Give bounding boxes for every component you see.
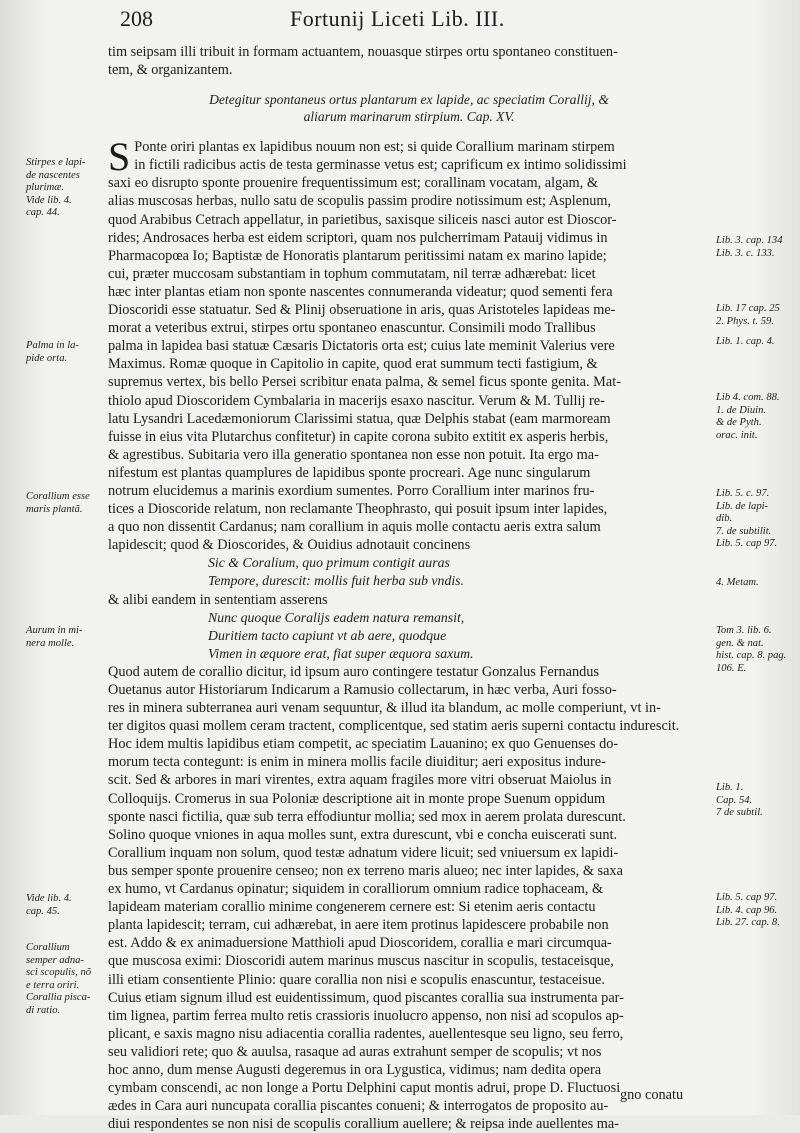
text-line: Nunc quoque Coralijs eadem natura remansit, [208, 609, 465, 625]
text-line: seu validiori rete; quo & auulsa, rasaque ad auras extrahunt semper de scopulis; vt nos [108, 1043, 602, 1060]
chapter-body [108, 134, 710, 554]
marginal-note-line: 7. de subtilit. [716, 525, 772, 537]
text-line: Ouetanus autor Historiarum Indicarum a Ramusio collectarum, in hæc verba, Auri fosso- [108, 682, 617, 698]
text-line: Sic & Coralium, quo primum contigit auras [208, 555, 450, 571]
text-line: morum tecta contegunt: is enim in minera mollis facile diuiditur; aeri expositus indure- [108, 754, 606, 771]
marginal-note [26, 491, 104, 516]
text-line: cui, præter muccosam substantiam in tophum commutatam, nil terræ adhærebat: licet [108, 265, 596, 282]
marginal-note-line: & de Pyth. [716, 417, 762, 429]
text-line: Corallium inquam non solum, quod testæ adnatum videre licuit; sed vniuersum ex lapidi- [108, 844, 619, 861]
text-line: est. Addo & ex animaduersione Matthioli apud Dioscoridem, corallia e mari circumqua- [108, 935, 612, 952]
marginal-note [716, 336, 796, 349]
marginal-note-line: de nascentes [26, 169, 80, 181]
page-number: 208 [120, 6, 153, 31]
running-title: Fortunij Liceti Lib. III. [290, 6, 505, 31]
marginal-note-line: Lib. de lapi- [716, 500, 769, 512]
marginal-note-line: sci scopulis, nõ [26, 967, 92, 979]
marginal-note-line: hist. cap. 8. pag. [716, 650, 787, 662]
text-line: saxi eo disrupto sponte prouenire frequentissimum est; corallinam vocatam, algam, & [108, 175, 598, 192]
text-line: & agrestibus. Subitaria vero illa generatio spontanea non esse non potuit. Ita ergo ma- [108, 446, 599, 463]
marginal-note-line: 1. de Diuin. [716, 404, 767, 416]
text-line: tem, & organizantem. [108, 62, 233, 79]
text-line: hoc anno, dum mense Augusti degeremus in ora Lygustica, vidimus; nam dedita opera [108, 1061, 602, 1078]
text-line: nifestum est plantas quamplures de lapidibus sponte procreari. Age nunc singularum [108, 464, 591, 481]
text-line: alias muscosas herbas, nullo satu de scopulis passim prodire notissimum est; Asplenum, [108, 193, 612, 210]
verse-quote [108, 554, 710, 590]
marginal-note-line: Vide lib. 4. [26, 194, 72, 206]
caption-line: Detegitur spontaneus ortus plantarum ex lapide, ac speciatim Corallij, & [209, 92, 609, 108]
text-line: latu Lysandri Lacedæmoniorum Clarissimi statua, quæ Delphis stabat (eam marmoream [108, 410, 611, 427]
text-line: diui respondentes se non nisi de scopulis corallium auellere; & reipsa inde auellentes ma- [108, 1116, 619, 1133]
text-line: que muscosa eximi: Dioscoridi autem marinus muscus nascitur in scopulis, testaceisque, [108, 953, 614, 970]
marginal-note-line: orac. init. [716, 429, 758, 441]
marginal-note-line: gen. & nat. [716, 637, 764, 649]
marginal-note-line: Tom 3. lib. 6. [716, 625, 772, 636]
text-line: Dioscoridi esse statuatur. Sed & Plinij obseruatione in aris, quas Aristoteles lapideas me- [108, 302, 616, 319]
text-line: Tempore, durescit: mollis fuit herba sub vndis. [208, 573, 465, 589]
marginal-note-line: Stirpes e lapi- [26, 157, 86, 168]
marginal-note [26, 625, 104, 650]
marginal-note-line: cap. 45. [26, 905, 60, 917]
text-line: ter digitos quasi mollem ceram tractent, complicentque, sed statim aeris superni contactu indurescit. [108, 718, 680, 735]
marginal-note-line: Corallium [26, 942, 70, 953]
text-line: morat a veteribus extrui, stirpes ortu spontaneo enascuntur. Consimili modo Trallibus [108, 320, 596, 337]
marginal-note-line: Lib. 1. [716, 782, 744, 793]
marginal-note [26, 893, 104, 918]
text-line: illi etiam consentiente Plinio: quare corallia non nisi e scopulis enascuntur, testaceisue. [108, 971, 605, 988]
marginal-note-line: cap. 44. [26, 207, 60, 219]
verse-quote [108, 609, 710, 663]
text-line: ædes in Cara auri nuncupata corallia piscantes conueni; & interrogatos de proposito au- [108, 1098, 609, 1115]
marginal-note-line: plurimæ. [26, 182, 64, 194]
marginal-note-line: Palma in la- [26, 340, 79, 351]
marginal-note-line: 4. Metam. [716, 577, 759, 588]
marginal-note-line: 106. E. [716, 662, 747, 674]
marginal-note-line: Corallium esse [26, 491, 90, 502]
text-line: Ponte oriri plantas ex lapidibus nouum non est; si quide Corallium marinam stirpem [134, 139, 615, 156]
marginal-note-line: 7 de subtil. [716, 807, 763, 819]
marginal-note-line: Aurum in mi- [26, 625, 83, 636]
text-line: Pharmacopœa Io; Baptistæ de Honoratis plantarum peritissimi natam ex marino lapide; [108, 247, 607, 264]
text-line: cymbam conscendi, ac non longe a Portu Delphini caput montis adrui, prope D. Fluctuosi [108, 1080, 621, 1097]
marginal-note-line: Lib. 5. cap 97. [716, 892, 778, 903]
text-line: rides; Androsaces herba est eidem scriptori, quam nos pulcherrimam Patauij vidimus in [108, 229, 608, 246]
marginal-note [716, 235, 796, 260]
marginal-note-line: Corallia pisca- [26, 992, 91, 1004]
text-line: tim lignea, partim ferrea multo retis crassioris inuolucro appenso, non nisi ad scopulos ap- [108, 1007, 624, 1024]
text-line: lapidescit; quod & Dioscorides, & Ouidius adnotauit concinens [108, 537, 471, 554]
marginal-note [716, 782, 796, 820]
text-line: planta lapidescit; terram, cui adhærebat, in aere item protinus lapidescere probabile non [108, 917, 609, 934]
text-line: ex humo, vt Cardanus opinatur; siquidem in coralliorum omnium radice tophaceam, & [108, 881, 604, 898]
marginal-note [26, 340, 104, 365]
marginal-note-line: Lib. 3. cap. 134 [716, 235, 783, 246]
marginal-note-line: nera molle. [26, 637, 75, 649]
text-line: sponte nasci fictilia, quæ sub terra effodiuntur mollia; sed mox in aerem prolata durescunt. [108, 808, 626, 825]
marginal-note [716, 303, 796, 328]
marginal-note [716, 892, 796, 930]
marginal-note [716, 577, 796, 590]
marginal-note-line: Lib 4. com. 88. [716, 392, 780, 403]
text-line: thiolo apud Dioscoridem Cymbalaria in macerijs esaxo nascitur. Verum & M. Tullij re- [108, 392, 605, 409]
marginal-note-line: Lib. 5. c. 97. [716, 488, 770, 499]
marginal-note-line: e terra oriri. [26, 979, 80, 991]
text-line: fuisse in eius vita Plutarchus confitetur) in capite corona subito extitit ex asperis herbis, [108, 428, 609, 445]
text-line: Solino quoque vniones in aqua molles sunt, extra durescunt, vbi e concha euiscerati sunt. [108, 826, 618, 843]
text-line: notrum elucidemus a marinis exordium sumentes. Porro Corallium inter marinos fru- [108, 482, 595, 499]
text-line: scit. Sed & arbores in mari virentes, extra aquam fragiles more vitri obseruat Maiolus in [108, 772, 612, 789]
text-line: Duritiem tacto capiunt vt ab aere, quodque [208, 627, 447, 643]
marginal-note-line: di ratio. [26, 1004, 61, 1016]
text-line: tices a Dioscoride relatum, non reclamante Theophrasto, qui posuit ipsum inter lapides, [108, 501, 608, 518]
text-line: bus semper sponte prouenire censeo; non ex terreno maris alueo; nec inter lapides, & saxa [108, 862, 623, 879]
marginal-note-line: Lib. 5. cap 97. [716, 538, 778, 550]
text-line: Colloquijs. Cromerus in sua Poloniæ descriptione ait in monte prope Suenum oppidum [108, 790, 606, 807]
marginal-note-line: Lib. 27. cap. 8. [716, 917, 780, 929]
marginal-note-line: semper adna- [26, 954, 84, 966]
text-line: Cuius etiam signum illud est euidentissimum, quod piscantes corallia sua instrumenta par- [108, 989, 624, 1006]
text-line: supremus vertex, bis bello Persei scribitur enata palma, & semel ficus sponte genita. Mat- [108, 374, 621, 391]
text-line: plicant, e saxis magno nisu adiacentia corallia radentes, auellentesque seu ligno, seu ferro, [108, 1025, 624, 1042]
text-line: Maximus. Romæ quoque in Capitolio in capite, quod erat summum tecti fastigium, & [108, 356, 598, 373]
text-line: res in minera subterranea auri venam sequuntur, & illud ita blandum, ac molle comperiunt, vt in- [108, 700, 661, 717]
marginal-note [26, 157, 104, 220]
text-line: lapideam materiam corallio minime congenerem cernere est: Si etenim aeris contactu [108, 899, 596, 916]
marginal-note [716, 488, 796, 551]
marginal-note-line: Lib. 3. c. 133. [716, 247, 775, 259]
drop-cap: S [108, 134, 131, 180]
chapter-caption [108, 91, 710, 125]
page-header [120, 6, 680, 40]
marginal-note-line: maris plantã. [26, 503, 83, 515]
marginal-note-line: Vide lib. 4. [26, 893, 72, 904]
text-line: tim seipsam illi tribuit in formam actuantem, nouasque stirpes ortu spontaneo constituen- [108, 44, 618, 60]
marginal-note-line: Lib. 1. cap. 4. [716, 336, 775, 347]
marginal-note-line: dib. [716, 513, 733, 525]
marginal-note [26, 942, 104, 1018]
text-line: palma in lapidea basi statuæ Cæsaris Dictatoris orta est; cuius late meminit Valerius vere [108, 338, 615, 355]
marginal-note [716, 625, 796, 675]
text-line: in fictili radicibus actis de testa germinasse vetus est; caprificum ex intimo solidissimi [134, 157, 627, 174]
marginal-note-line: 2. Phys. t. 59. [716, 315, 774, 327]
marginal-note-line: pide orta. [26, 352, 68, 364]
caption-line: aliarum marinarum stirpium. Cap. XV. [303, 109, 515, 125]
marginal-note-line: Lib. 4. cap 96. [716, 904, 778, 916]
catchword: gno conatu [620, 1087, 684, 1103]
text-line: a quo non dissentit Cardanus; nam corallium in aquis molle contactu aeris extra salum [108, 519, 601, 536]
marginal-note [716, 392, 796, 442]
text-line: Vimen in æquore erat, fiat super æquora saxum. [208, 645, 474, 661]
marginal-note-line: Cap. 54. [716, 794, 753, 806]
text-line: quod Arabibus Cetrach appellatur, in parietibus, saxisque siliceis nasci autor est Dioscor- [108, 211, 617, 228]
marginal-note-line: Lib. 17 cap. 25 [716, 303, 780, 314]
text-line: hæc inter plantas etiam non sponte nascentes connumeranda videatur; quod sementi fera [108, 283, 613, 300]
text-line: Quod autem de corallio dicitur, id ipsum auro contingere testatur Gonzalus Fernandus [108, 663, 599, 680]
text-line: Hoc idem multis lapidibus etiam competit, ac speciatim Lauanino; ex quo Genuenses do- [108, 736, 619, 753]
transition-line: & alibi eandem in sententiam asserens [108, 591, 328, 608]
main-text-column [108, 43, 710, 1133]
chapter-body-continued [108, 663, 710, 1133]
